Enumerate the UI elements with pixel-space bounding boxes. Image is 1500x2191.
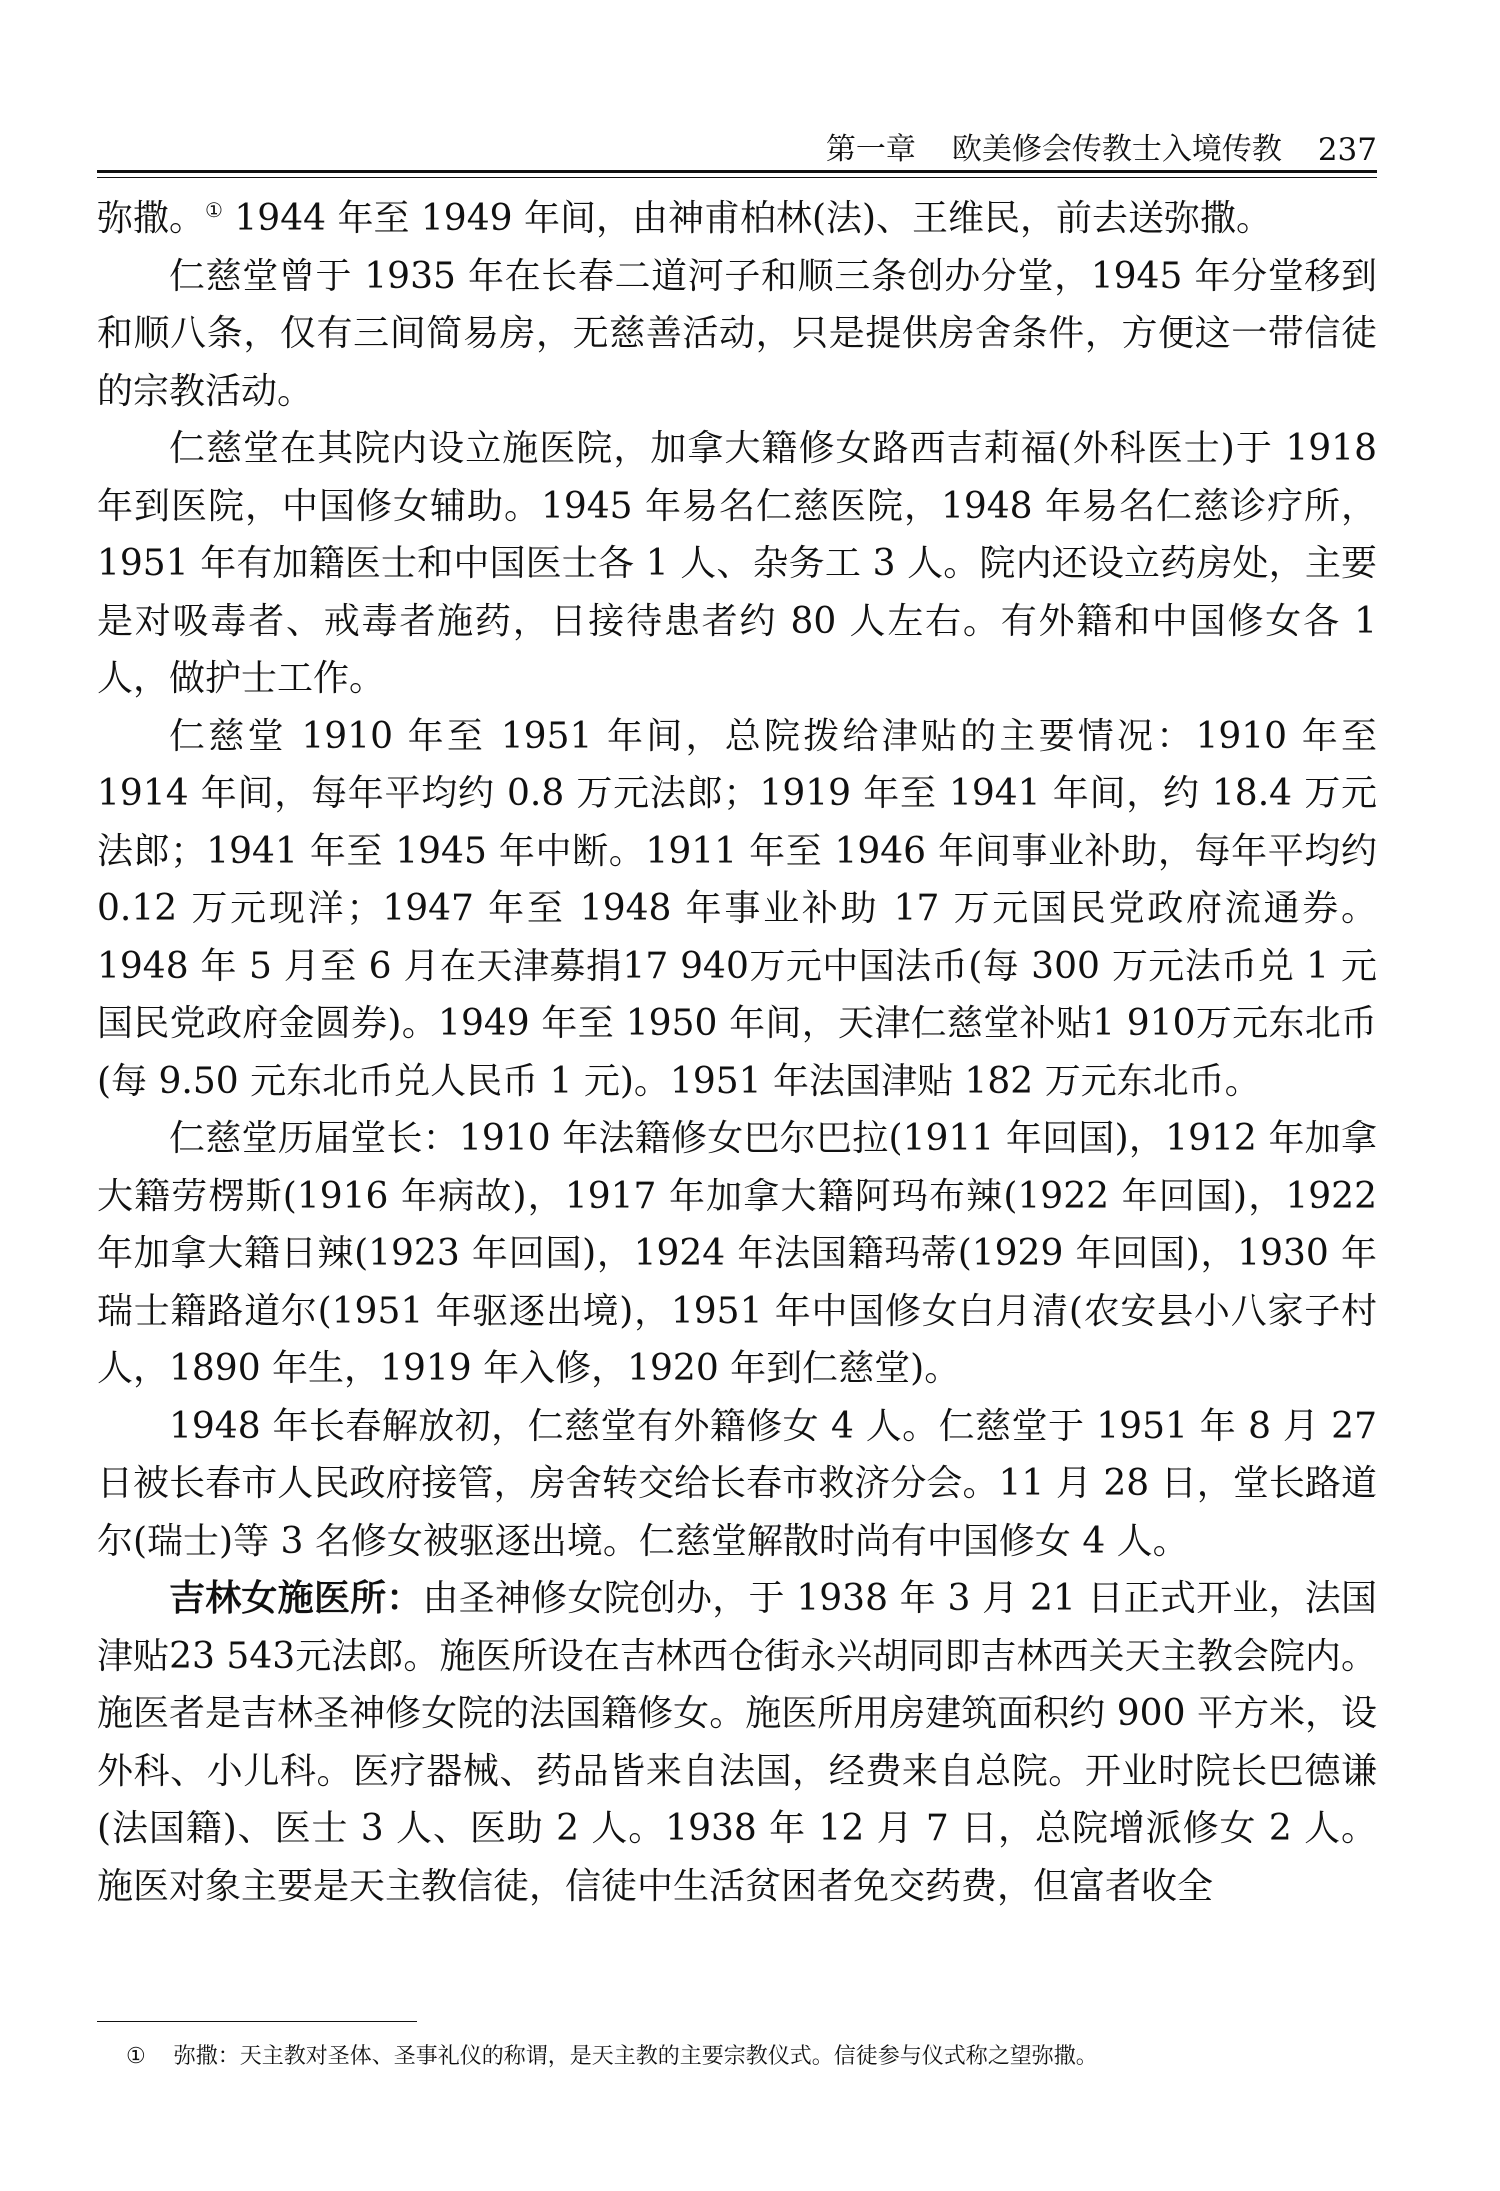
footnote: [126, 2042, 1366, 2072]
paragraph-5: 仁慈堂历届堂长：1910 年法籍修女巴尔巴拉(1911 年回国)，1912 年加拿大籍劳楞斯(1916 年病故)，1917 年加拿大籍阿玛布辣(1922 年回国)，1922 年加拿大籍日辣(1923 年回国)，1924 年法国籍玛蒂(1929 年回国)，1930 年瑞士籍路道尔(1951 年驱逐出境)，1951 年中国修女白月清(农安县小八家子村人，1890 年生，1919 年入修，1920 年到仁慈堂)。: [97, 1118, 1377, 1389]
running-header: [97, 112, 1377, 168]
header-rule-thin: [97, 177, 1377, 178]
chapter-title: 欧美修会传教士入境传教: [951, 132, 1282, 167]
paragraph-1-start: 弥撒。: [97, 198, 206, 239]
page-number: 237: [1317, 132, 1377, 168]
paragraph-1: [97, 190, 1377, 248]
footnote-ref[interactable]: ①: [205, 198, 223, 222]
paragraph-6: 1948 年长春解放初，仁慈堂有外籍修女 4 人。仁慈堂于 1951 年 8 月 27 日被长春市人民政府接管，房舍转交给长春市救济分会。11 月 28 日，堂长路道尔(瑞士)等 3 名修女被驱逐出境。仁慈堂解散时尚有中国修女 4 人。: [97, 1405, 1377, 1562]
paragraph-7-text: 由圣神修女院创办，于 1938 年 3 月 21 日正式开业，法国津贴23 543元法郎。施医所设在吉林西仓街永兴胡同即吉林西关天主教会院内。施医者是吉林圣神修女院的法国籍修女。施医所用房建筑面积约 900 平方米，设外科、小儿科。医疗器械、药品皆来自法国，经费来自总院。开业时院长巴德谦(法国籍)、医士 3 人、医助 2 人。1938 年 12 月 7 日，总院增派修女 2 人。施医对象主要是天主教信徒，信徒中生活贫困者免交药费，但富者收全: [97, 1578, 1377, 1907]
footnote-mark: ①: [126, 2044, 146, 2069]
paragraph-7: [97, 1570, 1377, 1915]
section-heading: 吉林女施医所：: [169, 1578, 423, 1619]
paragraph-2: 仁慈堂曾于 1935 年在长春二道河子和顺三条创办分堂，1945 年分堂移到和顺八条，仅有三间简易房，无慈善活动，只是提供房舍条件，方便这一带信徒的宗教活动。: [97, 255, 1377, 412]
footnote-rule: [97, 2021, 417, 2022]
paragraph-4: 仁慈堂 1910 年至 1951 年间，总院拨给津贴的主要情况：1910 年至 1914 年间，每年平均约 0.8 万元法郎；1919 年至 1941 年间，约 18.4 万元法郎；1941 年至 1945 年中断。1911 年至 1946 年间事业补助，每年平均约 0.12 万元现洋；1947 年至 1948 年事业补助 17 万元国民党政府流通券。1948 年 5 月至 6 月在天津募捐17 940万元中国法币(每 300 万元法币兑 1 元国民党政府金圆券)。1949 年至 1950 年间，天津仁慈堂补贴1 910万元东北币(每 9.50 元东北币兑人民币 1 元)。1951 年法国津贴 182 万元东北币。: [97, 715, 1377, 1102]
chapter-label: 第一章: [825, 132, 916, 167]
paragraph-3: 仁慈堂在其院内设立施医院，加拿大籍修女路西吉莉福(外科医士)于 1918 年到医院，中国修女辅助。1945 年易名仁慈医院，1948 年易名仁慈诊疗所，1951 年有加籍医士和中国医士各 1 人、杂务工 3 人。院内还设立药房处，主要是对吸毒者、戒毒者施药，日接待患者约 80 人左右。有外籍和中国修女各 1 人，做护士工作。: [97, 428, 1377, 699]
body-text: [97, 190, 1377, 1915]
header-rule-thick: [97, 170, 1377, 173]
paragraph-1-end: 1944 年至 1949 年间，由神甫柏林(法)、王维民，前去送弥撒。: [222, 198, 1273, 239]
footnote-text: 弥撒：天主教对圣体、圣事礼仪的称谓，是天主教的主要宗教仪式。信徒参与仪式称之望弥撒。: [173, 2044, 1098, 2069]
